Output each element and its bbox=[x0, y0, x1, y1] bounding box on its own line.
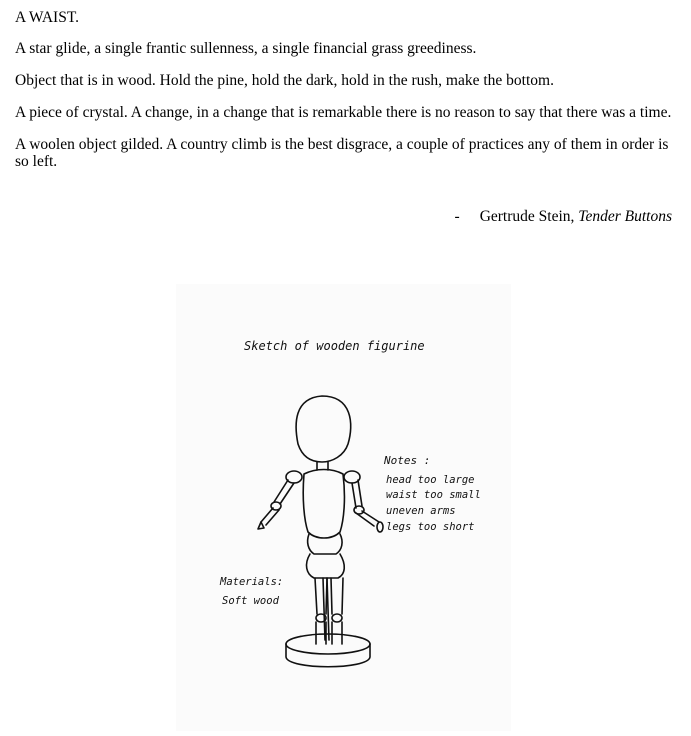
notes-heading: Notes : bbox=[384, 454, 431, 467]
attribution-work: Tender Buttons bbox=[578, 208, 672, 225]
figurine-outline bbox=[258, 396, 383, 667]
note-item: uneven arms bbox=[386, 505, 456, 517]
note-item: head too large bbox=[386, 474, 475, 486]
attribution-author: Gertrude Stein, bbox=[479, 208, 579, 225]
poem-paragraph-1: A star glide, a single frantic sullenness, a single financial grass greediness. bbox=[15, 40, 477, 57]
materials-heading: Materials: bbox=[220, 576, 284, 588]
attribution bbox=[455, 208, 672, 226]
figurine-torso bbox=[303, 470, 344, 539]
sketch-title: Sketch of wooden figurine bbox=[244, 339, 425, 353]
poem-paragraph-4: A woolen object gilded. A country climb is the best disgrace, a couple of practices any of them in order is so left. bbox=[15, 136, 669, 170]
poem-title: A WAIST. bbox=[15, 9, 80, 26]
poem-text bbox=[15, 9, 673, 185]
poem-paragraph-2: Object that is in wood. Hold the pine, hold the dark, hold in the rush, make the bottom. bbox=[15, 72, 554, 89]
note-item: legs too short bbox=[386, 521, 475, 533]
note-item: waist too small bbox=[386, 489, 481, 501]
figurine-head bbox=[296, 396, 351, 462]
sketch-image bbox=[176, 284, 511, 731]
figurine-drawing bbox=[176, 284, 511, 731]
materials-value: Soft wood bbox=[222, 595, 279, 607]
figurine-base bbox=[286, 644, 370, 667]
poem-paragraph-3: A piece of crystal. A change, in a change that is remarkable there is no reason to say that there was a time. bbox=[15, 104, 672, 121]
attribution-dash: - bbox=[454, 208, 460, 225]
